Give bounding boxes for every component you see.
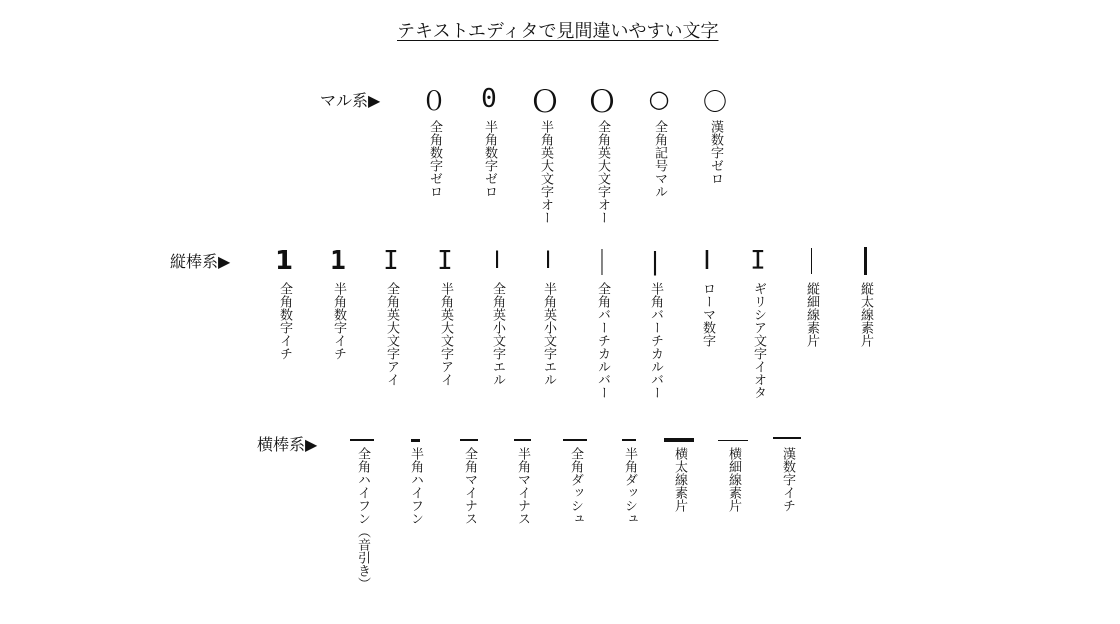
minus-mark [514,439,531,441]
row-label-circles: マル系▶ [320,91,381,110]
glyph-caption: 縦太線素片 [858,282,873,347]
glyph-caption: 縦細線素片 [804,282,819,347]
glyph-symbol: | [651,245,659,276]
glyph-symbol [395,435,435,445]
glyph-caption: 半角ハイフン [408,447,423,525]
glyph-caption: 半角数字ゼロ [482,120,497,198]
glyph-symbol: ０ [420,86,447,117]
glyph-symbol: 〇 [703,87,727,116]
glyph-symbol [791,246,831,276]
glyph-symbol: Ι [750,246,766,276]
glyph-caption: 全角記号マル [652,120,667,198]
glyph-caption: 半角英大文字アイ [438,282,453,386]
hyphen-mark [411,439,420,442]
glyph-symbol [713,435,753,445]
glyph-caption: 半角数字イチ [331,282,346,360]
glyph-caption: 全角英小文字エル [490,282,505,386]
glyph-symbol: ｜ [588,247,615,278]
glyph-caption: 半角ダッシュ [622,447,637,525]
fullwidth-dash-mark [563,439,587,441]
box-drawing-thin-horizontal [718,440,748,441]
glyph-symbol: l [545,247,551,274]
glyph-symbol [659,435,699,445]
glyph-symbol: l [494,247,500,274]
fullwidth-minus-mark [460,439,478,441]
glyph-caption: 半角マイナス [515,447,530,525]
box-drawing-thin-vertical [811,248,812,274]
glyph-caption: 漢数字イチ [780,447,795,512]
glyph-caption: 半角英小文字エル [541,282,556,386]
glyph-symbol: Ｏ [530,85,560,120]
glyph-caption: 半角英大文字オー [538,120,553,224]
kanji-one-mark [773,437,801,439]
box-drawing-thick-vertical [864,247,867,275]
box-drawing-thick-horizontal [664,438,694,442]
glyph-symbol [845,246,885,276]
glyph-symbol: 0 [481,84,497,114]
glyph-symbol: I [383,246,399,276]
glyph-caption: 全角マイナス [462,447,477,525]
glyph-caption: 全角ハイフン（音引き） [355,447,370,590]
glyph-caption: ギリシア文字イオタ [751,282,766,399]
page-title: テキストエディタで見間違いやすい文字 [397,21,719,42]
glyph-symbol: Ｏ [587,85,617,120]
dash-mark [622,439,636,441]
glyph-symbol [502,435,542,445]
glyph-symbol [767,433,807,443]
long-hyphen-mark [350,439,374,441]
glyph-symbol [449,435,489,445]
glyph-caption: 全角数字ゼロ [427,120,442,198]
glyph-symbol [342,435,382,445]
glyph-caption: 全角英大文字アイ [384,282,399,386]
glyph-caption: 横細線素片 [726,447,741,512]
glyph-symbol: I [437,246,453,276]
row-label-horizontal: 横棒系▶ [257,435,318,454]
glyph-caption: 全角バーチカルバー [595,282,610,399]
glyph-caption: 横太線素片 [672,447,687,512]
glyph-symbol: 1 [274,246,294,276]
glyph-symbol [555,435,595,445]
glyph-symbol: Ⅰ [703,246,711,276]
glyph-caption: ローマ数字 [700,282,715,347]
glyph-caption: 全角数字イチ [277,282,292,360]
glyph-caption: 全角ダッシュ [568,447,583,525]
row-label-vertical: 縦棒系▶ [170,252,231,271]
glyph-caption: 漢数字ゼロ [708,120,723,185]
glyph-caption: 全角英大文字オー [595,120,610,224]
glyph-symbol [609,435,649,445]
glyph-caption: 半角バーチカルバー [648,282,663,399]
glyph-symbol: ○ [648,85,670,113]
glyph-symbol: 1 [330,246,346,276]
